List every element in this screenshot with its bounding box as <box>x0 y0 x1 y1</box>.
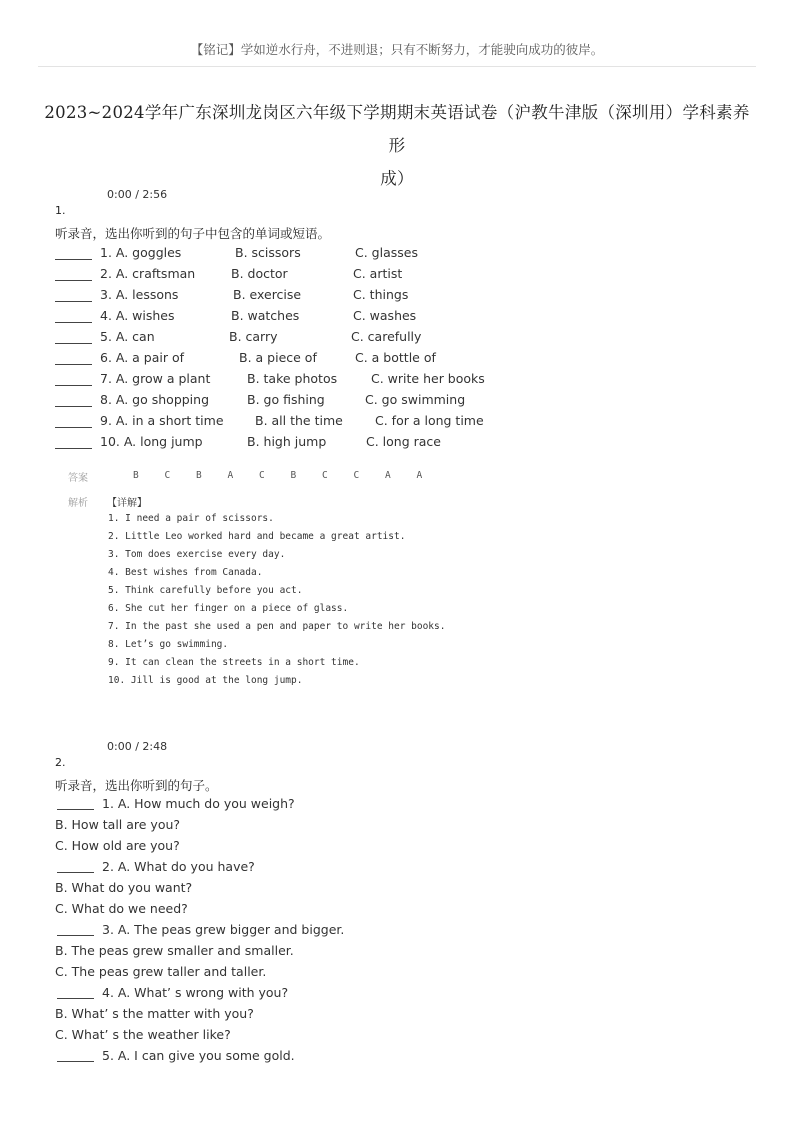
answer-blank[interactable] <box>57 1061 94 1062</box>
explanation-line: 4. Best wishes from Canada. <box>108 567 263 578</box>
line-text: B. The peas grew smaller and smaller. <box>55 943 294 958</box>
line-text: C. How old are you? <box>55 838 180 853</box>
option-c: C. go swimming <box>365 392 466 407</box>
q2-question-line <box>57 985 288 1000</box>
option-b: B. all the time <box>255 413 343 428</box>
answer-blank[interactable] <box>57 998 94 999</box>
q1-item-row <box>55 392 575 412</box>
option-c: C. for a long time <box>375 413 484 428</box>
answer-letter: B <box>290 470 297 481</box>
answer-blank[interactable] <box>57 935 94 936</box>
answer-blank[interactable] <box>55 301 92 302</box>
line-text: B. How tall are you? <box>55 817 181 832</box>
option-b: B. take photos <box>247 371 338 386</box>
line-text: 4. A. What’ s wrong with you? <box>102 985 289 1000</box>
option-c: C. carefully <box>351 329 422 344</box>
q1-item-row <box>55 350 575 370</box>
q2-option-line <box>55 964 266 979</box>
motto: 【铭记】学如逆水行舟，不进则退；只有不断努力，才能驶向成功的彼岸。 <box>190 42 604 57</box>
line-text: C. The peas grew taller and taller. <box>55 964 267 979</box>
q2-question-line <box>57 796 295 811</box>
q2-option-line <box>55 943 294 958</box>
option-b: B. high jump <box>247 434 327 449</box>
explanation-line: 2. Little Leo worked hard and became a great artist. <box>108 531 406 542</box>
explanation-line: 5. Think carefully before you act. <box>108 585 303 596</box>
option-a: 9. A. in a short time <box>100 413 224 428</box>
q2-option-line <box>55 838 180 853</box>
answer-letter: A <box>227 470 234 481</box>
line-text: C. What do we need? <box>55 901 188 916</box>
explanation-line: 7. In the past she used a pen and paper to write her books. <box>108 621 446 632</box>
explanation-line: 1. I need a pair of scissors. <box>108 513 274 524</box>
option-b: B. watches <box>231 308 300 323</box>
exam-title-line-1: 2023~2024学年广东深圳龙岗区六年级下学期期末英语试卷（沪教牛津版（深圳用）学科素养形 <box>44 103 750 155</box>
q1-instruction: 听录音，选出你听到的句子中包含的单词或短语。 <box>55 226 331 241</box>
option-b: B. carry <box>229 329 278 344</box>
header-divider <box>38 66 756 67</box>
option-c: C. things <box>353 287 409 302</box>
option-c: C. a bottle of <box>355 350 436 365</box>
option-a: 10. A. long jump <box>100 434 203 449</box>
option-c: C. artist <box>353 266 403 281</box>
q2-audio-player[interactable]: 0:00 / 2:48 <box>107 740 168 753</box>
line-text: B. What’ s the matter with you? <box>55 1006 254 1021</box>
answer-letter: C <box>353 470 360 481</box>
option-a: 5. A. can <box>100 329 155 344</box>
option-c: C. write her books <box>371 371 485 386</box>
answer-blank[interactable] <box>55 280 92 281</box>
explanation-line: 6. She cut her finger on a piece of glass. <box>108 603 349 614</box>
line-text: 5. A. I can give you some gold. <box>102 1048 295 1063</box>
answer-letter: C <box>164 470 171 481</box>
option-b: B. exercise <box>233 287 302 302</box>
line-text: B. What do you want? <box>55 880 193 895</box>
q2-question-line <box>57 859 255 874</box>
answer-blank[interactable] <box>57 872 94 873</box>
q2-question-line <box>57 922 344 937</box>
answer-letter: C <box>259 470 265 481</box>
answer-letter: A <box>416 470 423 481</box>
q1-item-row <box>55 371 575 391</box>
q2-option-line <box>55 1006 254 1021</box>
explanation-line: 8. Let’s go swimming. <box>108 639 229 650</box>
option-b: B. scissors <box>235 245 301 260</box>
answer-letter: B <box>196 470 202 481</box>
answer-blank[interactable] <box>55 364 92 365</box>
option-a: 6. A. a pair of <box>100 350 185 365</box>
exam-title <box>40 96 754 195</box>
explanation-line: 9. It can clean the streets in a short time. <box>108 657 360 668</box>
q1-explanation-header: 【详解】 <box>107 498 147 509</box>
q2-option-line <box>55 817 180 832</box>
q1-item-row <box>55 308 575 328</box>
q2-option-line <box>55 1027 231 1042</box>
line-text: C. What’ s the weather like? <box>55 1027 231 1042</box>
answer-blank[interactable] <box>55 448 92 449</box>
answer-blank[interactable] <box>55 322 92 323</box>
q2-question-line <box>57 1048 295 1063</box>
line-text: 1. A. How much do you weigh? <box>102 796 295 811</box>
answer-blank[interactable] <box>55 406 92 407</box>
option-c: C. long race <box>366 434 441 449</box>
option-a: 7. A. grow a plant <box>100 371 211 386</box>
q1-item-row <box>55 245 575 265</box>
line-text: 2. A. What do you have? <box>102 859 255 874</box>
option-b: B. a piece of <box>239 350 317 365</box>
answer-blank[interactable] <box>55 385 92 386</box>
option-a: 2. A. craftsman <box>100 266 196 281</box>
q1-item-row <box>55 434 575 454</box>
q1-answer-label: 答案 <box>68 473 88 484</box>
option-b: B. go fishing <box>247 392 325 407</box>
option-a: 1. A. goggles <box>100 245 182 260</box>
answer-blank[interactable] <box>57 809 94 810</box>
q2-option-line <box>55 901 188 916</box>
q1-item-row <box>55 266 575 286</box>
option-c: C. glasses <box>355 245 418 260</box>
line-text: 3. A. The peas grew bigger and bigger. <box>102 922 345 937</box>
explanation-line: 3. Tom does exercise every day. <box>108 549 286 560</box>
answer-letter: C <box>322 470 328 481</box>
option-c: C. washes <box>353 308 417 323</box>
q1-item-row <box>55 329 575 349</box>
answer-letter: A <box>385 470 391 481</box>
q1-audio-player[interactable]: 0:00 / 2:56 <box>107 188 168 201</box>
explanation-line: 10. Jill is good at the long jump. <box>108 675 303 686</box>
option-a: 4. A. wishes <box>100 308 175 323</box>
q1-explanation-label: 解析 <box>68 498 88 509</box>
answer-blank[interactable] <box>55 343 92 344</box>
answer-blank[interactable] <box>55 259 92 260</box>
q2-instruction: 听录音，选出你听到的句子。 <box>55 778 218 793</box>
option-b: B. doctor <box>231 266 288 281</box>
q1-number: 1. <box>55 204 66 217</box>
q1-item-row <box>55 413 575 433</box>
answer-letter: B <box>133 470 139 481</box>
exam-title-line-2: 成） <box>380 169 414 188</box>
option-a: 8. A. go shopping <box>100 392 210 407</box>
q2-option-line <box>55 880 192 895</box>
q1-item-row <box>55 287 575 307</box>
answer-blank[interactable] <box>55 427 92 428</box>
q2-number: 2. <box>55 756 66 769</box>
option-a: 3. A. lessons <box>100 287 179 302</box>
